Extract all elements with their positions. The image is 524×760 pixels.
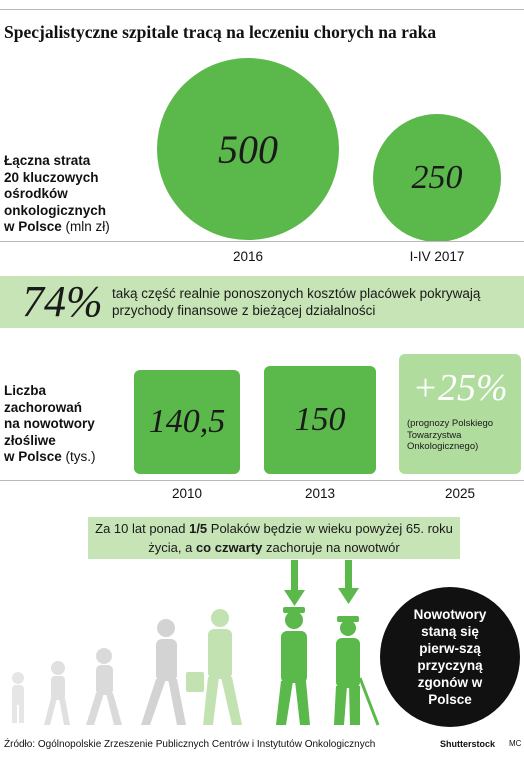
loss-label-line (4, 219, 110, 236)
loss-rule (0, 241, 524, 242)
cases-value-2010: 140,5 (148, 403, 226, 440)
cases-unit: (tys.) (65, 449, 96, 464)
down-arrow-icon (284, 560, 305, 606)
forecast-note: (prognozy Polskiego Towarzystwa Onkologicznego) (407, 418, 494, 452)
loss-label-line: 20 kluczowych (4, 169, 99, 185)
top-rule (0, 9, 524, 10)
cases-label-line: na nowotwory (4, 416, 95, 431)
loss-label (4, 153, 110, 236)
cases-forecast-value: +25% (412, 367, 508, 409)
bubble-value-2017: 250 (411, 159, 463, 196)
loss-label-last: w Polsce (4, 219, 62, 234)
aging-silhouettes (0, 560, 380, 730)
bubble-value-2016: 500 (218, 126, 278, 172)
black-circle-text: Nowotwory staną się pierw-szą przyczyną zgonów w Polsce (413, 607, 487, 707)
cases-rule (0, 480, 524, 481)
callout-text-1: Za 10 lat ponad (95, 521, 190, 536)
person-silhouette-icon (334, 616, 378, 725)
year-label-2016: 2016 (232, 249, 264, 264)
cases-value-2013: 150 (294, 401, 346, 438)
cases-label-line (4, 449, 96, 466)
callout-bold-1: 1/5 (189, 521, 208, 536)
loss-label-line: Łączna strata (4, 153, 91, 168)
percent-value: 74% (22, 277, 103, 326)
person-silhouette-icon (276, 607, 310, 725)
cases-box-2025 (399, 354, 521, 474)
black-circle-callout (380, 587, 520, 727)
year-label-2013: 2013 (304, 486, 336, 501)
person-silhouette-icon (186, 609, 242, 725)
loss-unit: (mln zł) (65, 219, 110, 234)
callout-text-3: zachoruje na nowotwór (262, 540, 400, 555)
page-title: Specjalistyczne szpitale tracą na leczeniu chorych na raka (4, 22, 437, 42)
cases-label-line: Liczba (4, 383, 47, 398)
year-label-2025: 2025 (444, 486, 476, 501)
cases-label-line: złośliwe (4, 432, 56, 448)
person-silhouette-icon (44, 661, 70, 725)
source-text: Źródło: Ogólnopolskie Zrzeszenie Publicznych Centrów i Instytutów Onkologicznych (4, 739, 376, 750)
year-label-2017: I-IV 2017 (409, 249, 465, 264)
photo-credit: Shutterstock (440, 739, 496, 749)
year-label-2010: 2010 (171, 486, 203, 501)
percent-description: taką część realnie ponoszonych kosztów placówek pokrywają przychody finansowe z bieżącej działalności (112, 286, 481, 318)
bubble-2016 (157, 58, 339, 240)
cases-box-2010 (134, 370, 240, 474)
person-silhouette-icon (12, 672, 24, 723)
cases-label-line: zachorowań (4, 399, 83, 415)
callout-text-2: Polaków będzie w wieku powyżej 65. roku życia, a (148, 521, 453, 555)
cases-label (4, 383, 96, 466)
down-arrow-icon (338, 560, 359, 604)
loss-label-line: onkologicznych (4, 202, 107, 218)
person-silhouette-icon (141, 619, 186, 725)
cases-box-2013 (264, 366, 376, 474)
author-initials: MC (509, 739, 522, 748)
cases-label-last: w Polsce (4, 449, 62, 464)
aging-callout (88, 517, 460, 559)
person-silhouette-icon (86, 648, 122, 725)
loss-label-line: ośrodków (4, 186, 68, 201)
bubble-2017 (373, 114, 501, 242)
callout-bold-2: co czwarty (195, 540, 263, 555)
